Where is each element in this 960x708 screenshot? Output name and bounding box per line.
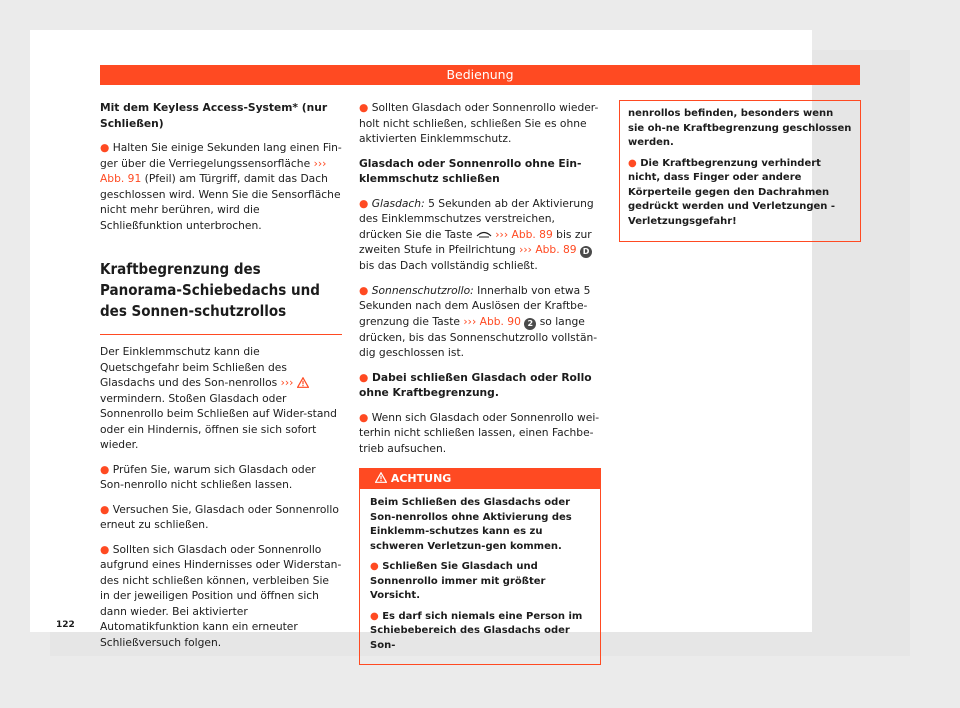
bullet-icon: ● [359,370,369,384]
keyless-heading: Mit dem Keyless Access-System* (nur Schließen) [100,101,328,130]
bullet-icon: ● [628,157,637,169]
subsection-heading: Glasdach oder Sonnenrollo ohne Ein-klemmschutz schließen [359,156,582,185]
figure-link-abb-89[interactable]: ››› Abb. 89 [495,227,553,241]
bullet-icon: ● [370,610,379,622]
list-item: ● Versuchen Sie, Glasdach oder Sonnenrollo erneut zu schließen. [100,502,339,531]
list-item: ● Sollten sich Glasdach oder Sonnenrollo aufgrund eines Hindernisses oder Widerstan-des nicht schließen können, verbleiben Sie in der jeweiligen Position und öffnen sich dann wieder. Bei aktivierter Automatikfunktion kann ein erneuter Schließversuch folgen. [100,542,342,649]
figure-link-abb-89[interactable]: ››› Abb. 89 [519,243,577,256]
bullet-icon: ● [359,283,369,297]
column-3 [619,100,861,242]
callout-badge: D [580,246,592,258]
bullet-icon: ● [359,196,369,210]
column-1 [100,100,342,659]
list-item: ● Prüfen Sie, warum sich Glasdach oder Son-nenrollo nicht schließen lassen. [100,462,316,491]
section-divider [100,334,342,335]
list-item: ● Wenn sich Glasdach oder Sonnenrollo wei-terhin nicht schließen lassen, einen Fachbe-trieb aufsuchen. [359,410,600,455]
list-item: ● Die Kraftbegrenzung verhindert nicht, dass Finger oder andere Körperteile gegen den Dachrahmen gedrückt werden und Verletzungen - Verletzungsgefahr! [628,157,836,227]
list-item: ● Dabei schließen Glasdach oder Rollo ohne Kraftbegrenzung. [359,370,592,399]
list-item: ● Schließen Sie Glasdach und Sonnenrollo immer mit größter Vorsicht. [370,561,546,601]
warning-body: Beim Schließen des Glasdachs oder Son-nenrollos ohne Aktivierung des Einklemm-schutzes kann es zu schweren Verletzun-gen kommen. ● Schließen Sie Glasdach und Sonnenrollo immer mit größter Vorsicht. ● Es darf sich niemals eine Person im Schiebebereich des Glasdachs oder Son- [360,489,600,664]
glasdach-item: ● Glasdach: 5 Sekunden ab der Aktivierung des Einklemmschutzes verstreichen, drücken Sie die Taste ››› Abb. 89 bis zur zweiten Stufe in Pfeilrichtung ››› Abb. 89 D bis das Dach vollständig schließt. [359,196,594,272]
callout-badge: 2 [524,318,536,330]
bullet-icon: ● [359,101,369,114]
bullet-icon: ● [100,502,110,516]
list-item: ● Sollten Glasdach oder Sonnenrollo wieder-holt nicht schließen, schließen Sie es ohne aktivierten Einklemmschutz. [359,101,599,145]
figure-link-abb-91[interactable]: ››› Abb. 91 [100,156,327,185]
sonnenschutz-item: ● Sonnenschutzrollo: Innerhalb von etwa 5 Sekunden nach dem Auslösen der Kraftbe-grenzung die Taste ››› Abb. 90 2 so lange drücken, bis das Sonnenschutzrollo vollstän-dig geschlossen ist. [359,283,598,359]
bullet-icon: ● [100,542,110,556]
roof-button-icon [476,229,492,238]
warning-box [359,468,601,665]
column-2 [359,100,601,665]
list-item: ● Es darf sich niemals eine Person im Schiebebereich des Glasdachs oder Son- [370,610,583,651]
warning-triangle-icon [375,472,387,483]
bullet-icon: ● [359,410,369,424]
figure-link-abb-90[interactable]: ››› Abb. 90 [463,314,521,328]
bullet-icon: ● [100,462,110,476]
page-number: 122 [56,620,75,630]
warning-link[interactable]: ››› [281,376,309,389]
bullet-icon: ● [370,561,379,572]
warning-box-continued: nenrollos befinden, besonders wenn sie oh-ne Kraftbegrenzung geschlossen werden. ● Die Kraftbegrenzung verhindert nicht, dass Finger oder andere Körperteile gegen den Dachrahmen gedrückt werden und Verletzungen - Verletzungsgefahr! [619,100,861,242]
keyless-bullet: ● Halten Sie einige Sekunden lang einen Fin-ger über die Verriegelungssensorfläche ››› Abb. 91 (Pfeil) am Türgriff, damit das Dach geschlossen wird. Wenn Sie die Sensorfläche nicht mehr berühren, wird die Schließfunktion unterbrochen. [100,141,342,232]
bullet-icon: ● [100,141,110,154]
chapter-header: Bedienung [100,65,860,85]
warning-title: ACHTUNG [360,469,600,489]
intro-paragraph: Der Einklemmschutz kann die Quetschgefahr beim Schließen des Glasdachs und des Son-nenrollos ››› vermindern. Stoßen Glasdach oder Sonnenrollo beim Schließen auf Wider-stand oder ein Hindernis, öffnen sie sich sofort wieder. [100,345,337,451]
section-title: Kraftbegrenzung des Panorama-Schiebedachs und des Sonnen-schutzrollos [100,260,320,320]
warning-triangle-icon [297,377,309,388]
